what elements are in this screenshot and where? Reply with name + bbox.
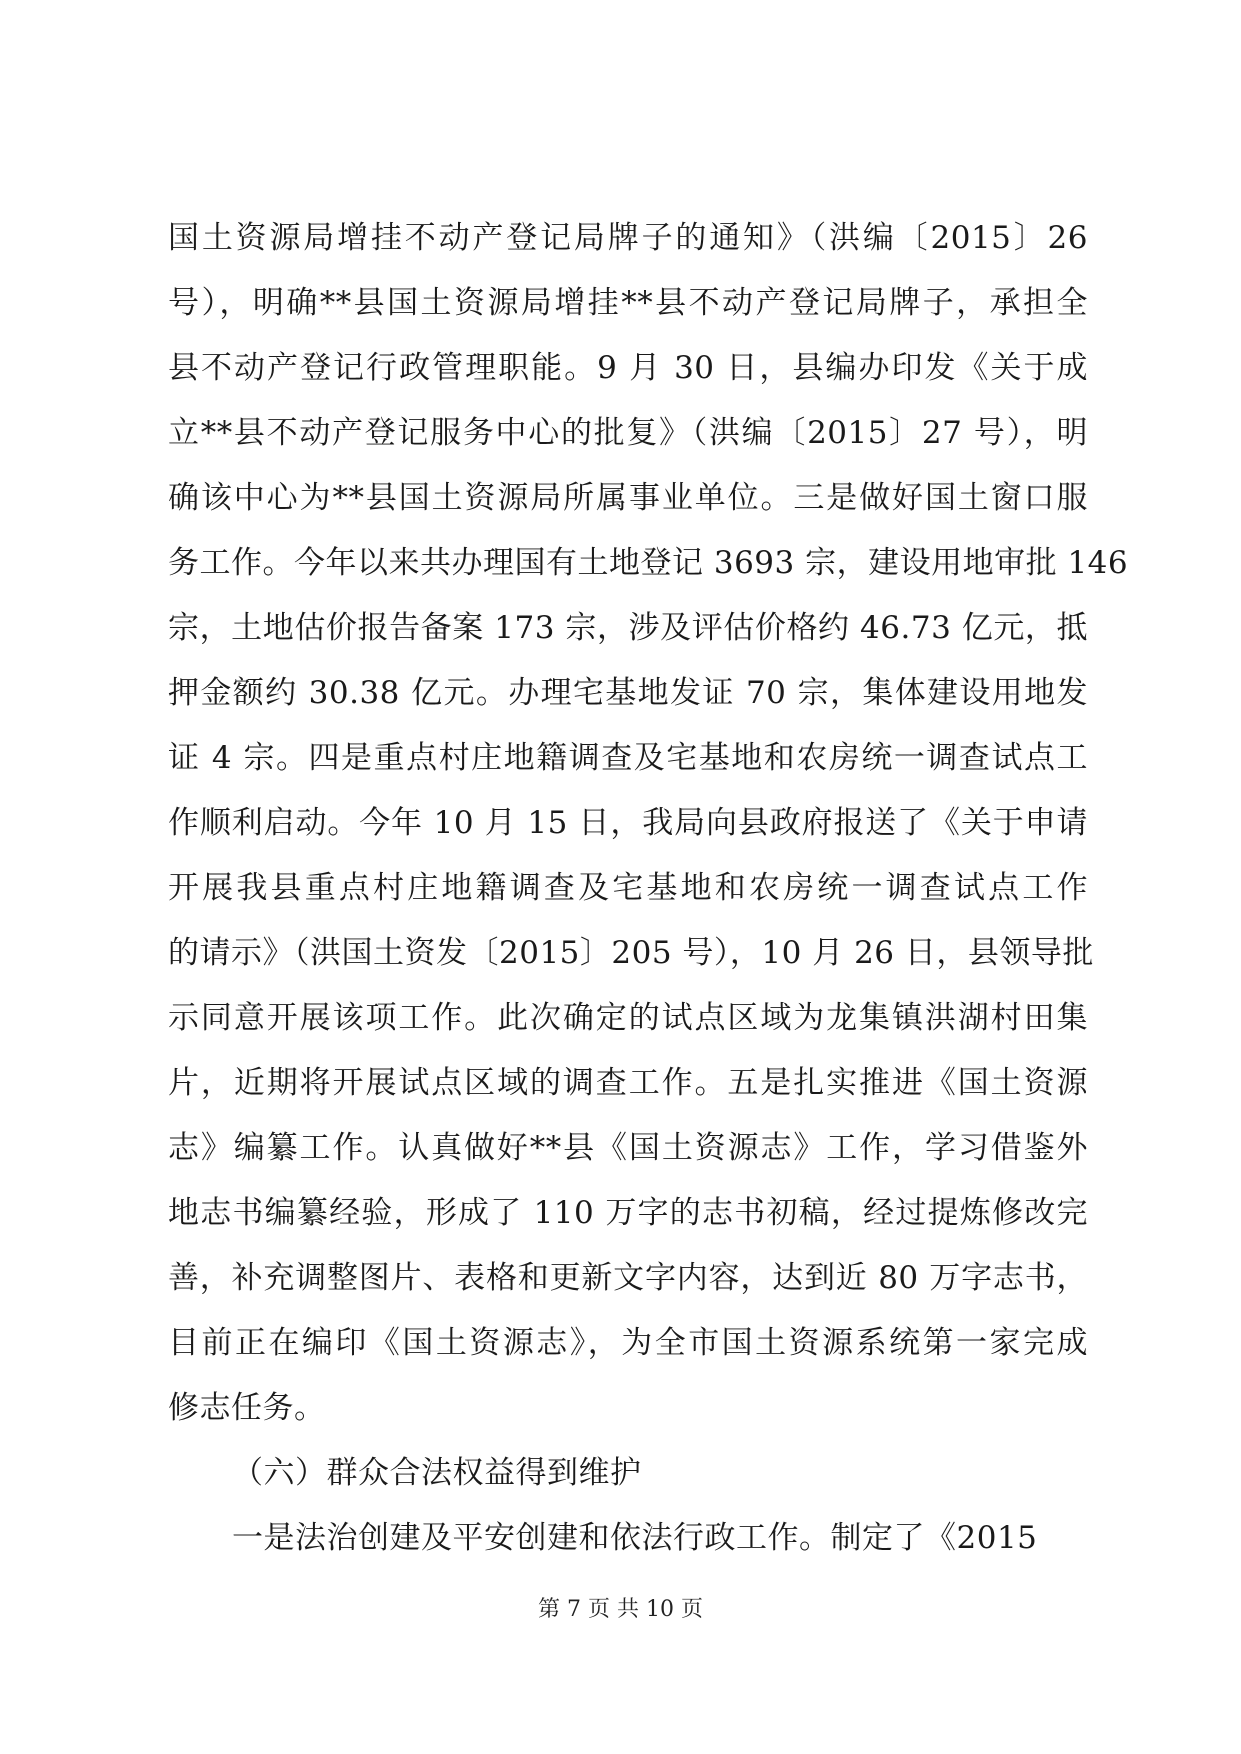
text-line: 确该中心为**县国土资源局所属事业单位。三是做好国土窗口服	[168, 480, 1088, 516]
text-line: 开展我县重点村庄地籍调查及宅基地和农房统一调查试点工作	[168, 870, 1088, 906]
text-line: 地志书编纂经验，形成了 110 万字的志书初稿，经过提炼修改完	[168, 1195, 1088, 1231]
text-line: 县不动产登记行政管理职能。9 月 30 日，县编办印发《关于成	[168, 350, 1088, 386]
text-line: 片，近期将开展试点区域的调查工作。五是扎实推进《国土资源	[168, 1065, 1088, 1101]
text-line: 示同意开展该项工作。此次确定的试点区域为龙集镇洪湖村田集	[168, 1000, 1088, 1036]
text-line: 务工作。今年以来共办理国有土地登记 3693 宗，建设用地审批 146	[168, 545, 1129, 581]
text-line: 目前正在编印《国土资源志》，为全市国土资源系统第一家完成	[168, 1325, 1088, 1361]
text-line: 号），明确**县国土资源局增挂**县不动产登记局牌子，承担全	[168, 285, 1088, 321]
page-number-footer: 第 7 页 共 10 页	[538, 1597, 703, 1622]
text-line: 修志任务。	[168, 1390, 326, 1426]
text-line: 押金额约 30.38 亿元。办理宅基地发证 70 宗，集体建设用地发	[168, 675, 1088, 711]
text-line: 一是法治创建及平安创建和依法行政工作。制定了《2015	[232, 1520, 1038, 1556]
text-line: 宗，土地估价报告备案 173 宗，涉及评估价格约 46.73 亿元，抵	[168, 610, 1088, 646]
text-line: 证 4 宗。四是重点村庄地籍调查及宅基地和农房统一调查试点工	[168, 740, 1088, 776]
document-body	[168, 206, 1129, 1571]
text-line: 立**县不动产登记服务中心的批复》（洪编〔2015〕27 号），明	[168, 415, 1088, 451]
section-heading: （六）群众合法权益得到维护	[232, 1455, 642, 1491]
text-line: 的请示》（洪国土资发〔2015〕205 号），10 月 26 日，县领导批	[168, 935, 1094, 971]
text-line: 志》编纂工作。认真做好**县《国土资源志》工作，学习借鉴外	[168, 1130, 1088, 1166]
text-line: 善，补充调整图片、表格和更新文字内容，达到近 80 万字志书，	[168, 1260, 1088, 1296]
text-line: 作顺利启动。今年 10 月 15 日，我局向县政府报送了《关于申请	[168, 805, 1088, 841]
text-line: 国土资源局增挂不动产登记局牌子的通知》（洪编〔2015〕26	[168, 220, 1088, 256]
